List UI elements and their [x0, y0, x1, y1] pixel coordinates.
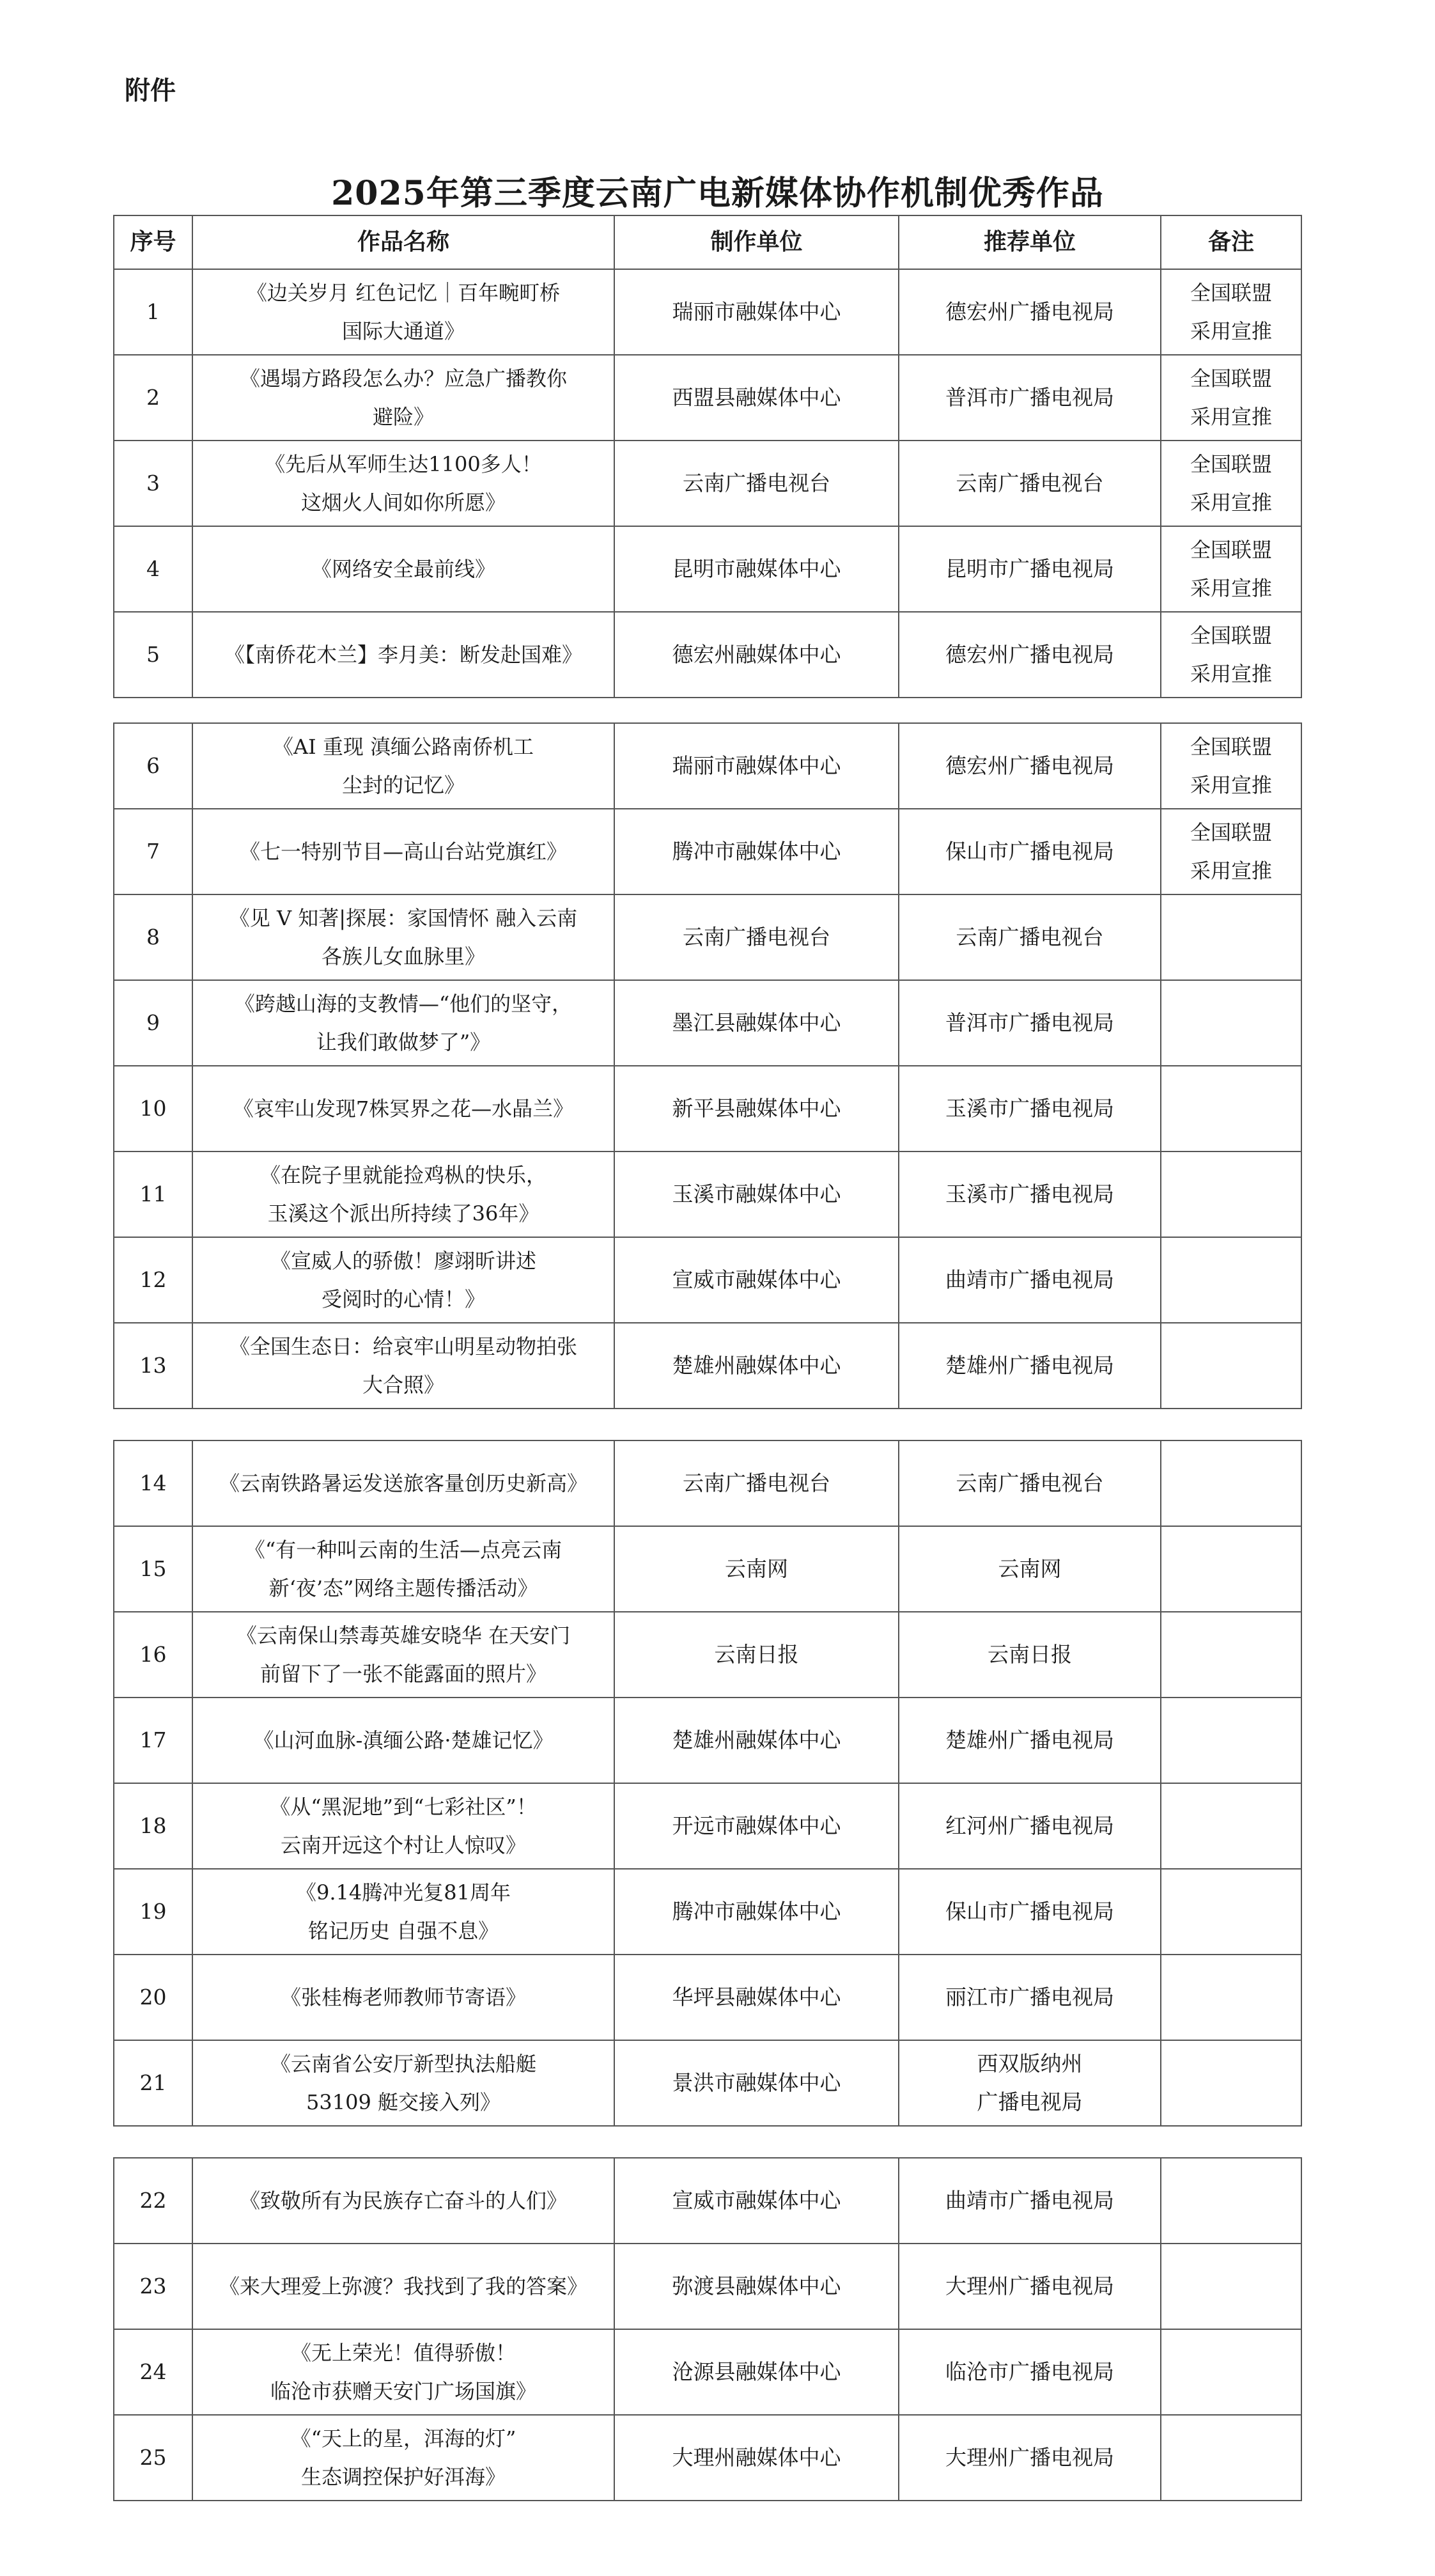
work-title-line: 《无上荣光！值得骄傲！ — [290, 2341, 516, 2365]
table-row — [114, 1440, 1301, 1526]
work-title-cell — [192, 269, 614, 355]
maker-line: 德宏州融媒体中心 — [672, 642, 841, 667]
maker-cell — [614, 1955, 899, 2040]
work-title-cell — [192, 1323, 614, 1409]
table-row — [114, 1698, 1301, 1783]
recommender-line: 普洱市广播电视局 — [945, 385, 1114, 410]
serial-number-cell: 6 — [114, 723, 192, 809]
work-title-cell — [192, 2158, 614, 2244]
maker-line: 大理州融媒体中心 — [672, 2445, 841, 2470]
maker-line: 玉溪市融媒体中心 — [672, 1182, 841, 1206]
work-title-line: 《网络安全最前线》 — [311, 557, 495, 581]
note-cell — [1161, 1698, 1301, 1783]
maker-cell — [614, 526, 899, 612]
recommender-cell — [899, 1698, 1161, 1783]
serial-number-cell: 11 — [114, 1151, 192, 1237]
table-row — [114, 1612, 1301, 1698]
recommender-cell — [899, 1440, 1161, 1526]
serial-number-cell: 14 — [114, 1440, 192, 1526]
note-cell — [1161, 980, 1301, 1066]
note-cell — [1161, 1323, 1301, 1409]
work-title-line: 新‘夜’态”网络主题传播活动》 — [268, 1576, 538, 1600]
maker-line: 宣威市融媒体中心 — [672, 2188, 841, 2213]
column-header: 制作单位 — [614, 215, 899, 269]
maker-cell — [614, 355, 899, 441]
recommender-line: 普洱市广播电视局 — [945, 1010, 1114, 1035]
maker-line: 云南日报 — [714, 1642, 799, 1667]
maker-line: 云南广播电视台 — [683, 471, 830, 496]
maker-line: 腾冲市融媒体中心 — [672, 839, 841, 864]
table-row — [114, 1955, 1301, 2040]
note-line: 采用宣推 — [1190, 405, 1272, 429]
document-title: 2025年第三季度云南广电新媒体协作机制优秀作品 — [331, 174, 1104, 213]
serial-number-cell: 20 — [114, 1955, 192, 2040]
recommender-line: 保山市广播电视局 — [945, 1899, 1114, 1924]
note-cell — [1161, 723, 1301, 809]
maker-cell — [614, 809, 899, 894]
recommender-line: 曲靖市广播电视局 — [945, 2188, 1114, 2213]
table-row — [114, 1323, 1301, 1409]
recommender-line: 德宏州广播电视局 — [945, 753, 1114, 778]
serial-number-cell: 4 — [114, 526, 192, 612]
maker-cell — [614, 1440, 899, 1526]
work-title-line: 临沧市获赠天安门广场国旗》 — [270, 2379, 536, 2403]
maker-cell — [614, 2040, 899, 2126]
maker-cell — [614, 1526, 899, 1612]
work-title-line: 《在院子里就能捡鸡枞的快乐， — [260, 1163, 547, 1187]
serial-number-cell: 3 — [114, 441, 192, 526]
note-cell — [1161, 1440, 1301, 1526]
recommender-line: 玉溪市广播电视局 — [945, 1182, 1114, 1206]
recommender-cell — [899, 269, 1161, 355]
works-table-segment — [113, 722, 1302, 1409]
work-title-line: 《致敬所有为民族存亡奋斗的人们》 — [239, 2189, 567, 2213]
work-title-cell — [192, 2415, 614, 2501]
maker-line: 沧源县融媒体中心 — [672, 2359, 841, 2384]
note-line: 采用宣推 — [1190, 662, 1272, 686]
table-row — [114, 1783, 1301, 1869]
work-title-line: 《【南侨花木兰】李月美：断发赴国难》 — [224, 643, 582, 667]
maker-cell — [614, 2415, 899, 2501]
note-cell — [1161, 1869, 1301, 1955]
recommender-line: 云南网 — [998, 1556, 1062, 1581]
table-row — [114, 2040, 1301, 2126]
works-table-segment — [113, 2157, 1302, 2501]
note-cell — [1161, 355, 1301, 441]
work-title-line: 53109 艇交接入列》 — [306, 2090, 500, 2114]
work-title-line: 国际大通道》 — [341, 319, 465, 343]
note-line: 全国联盟 — [1190, 452, 1272, 476]
work-title-cell — [192, 723, 614, 809]
recommender-line: 楚雄州广播电视局 — [945, 1353, 1114, 1378]
recommender-line: 丽江市广播电视局 — [945, 1985, 1114, 2010]
recommender-line: 昆明市广播电视局 — [945, 556, 1114, 581]
recommender-cell — [899, 1526, 1161, 1612]
work-title-cell — [192, 355, 614, 441]
note-line: 全国联盟 — [1190, 623, 1272, 648]
table-row — [114, 526, 1301, 612]
maker-cell — [614, 2158, 899, 2244]
maker-line: 云南广播电视台 — [683, 1471, 830, 1495]
maker-cell — [614, 1783, 899, 1869]
serial-number-cell: 17 — [114, 1698, 192, 1783]
maker-cell — [614, 1237, 899, 1323]
maker-line: 腾冲市融媒体中心 — [672, 1899, 841, 1924]
work-title-line: 受阅时的心情！》 — [321, 1287, 485, 1311]
recommender-cell — [899, 2244, 1161, 2329]
recommender-line: 云南广播电视台 — [956, 925, 1104, 949]
table-row — [114, 1237, 1301, 1323]
work-title-cell — [192, 1526, 614, 1612]
work-title-line: 让我们敢做梦了”》 — [316, 1030, 491, 1054]
work-title-line: 《边关岁月 红色记忆｜百年畹町桥 — [246, 281, 561, 305]
table-header-row — [114, 215, 1301, 269]
table-row — [114, 1526, 1301, 1612]
serial-number-cell: 1 — [114, 269, 192, 355]
recommender-cell — [899, 1066, 1161, 1151]
note-line: 采用宣推 — [1190, 490, 1272, 515]
maker-cell — [614, 1151, 899, 1237]
recommender-cell — [899, 980, 1161, 1066]
work-title-line: 《张桂梅老师教师节寄语》 — [280, 1985, 526, 2010]
table-row — [114, 2415, 1301, 2501]
attachment-label: 附件 — [125, 76, 176, 105]
work-title-line: 生态调控保护好洱海》 — [300, 2465, 506, 2489]
work-title-line: 大合照》 — [362, 1373, 444, 1397]
note-cell — [1161, 1526, 1301, 1612]
maker-line: 宣威市融媒体中心 — [672, 1267, 841, 1292]
works-table-segment — [113, 215, 1302, 698]
recommender-cell — [899, 355, 1161, 441]
work-title-cell — [192, 1698, 614, 1783]
recommender-cell — [899, 1955, 1161, 2040]
recommender-cell — [899, 2415, 1161, 2501]
column-header: 序号 — [114, 215, 192, 269]
note-cell — [1161, 612, 1301, 698]
note-cell — [1161, 269, 1301, 355]
work-title-line: 尘封的记忆》 — [341, 773, 465, 797]
serial-number-cell: 13 — [114, 1323, 192, 1409]
recommender-line: 德宏州广播电视局 — [945, 299, 1114, 324]
maker-cell — [614, 1323, 899, 1409]
note-cell — [1161, 1783, 1301, 1869]
work-title-cell — [192, 1440, 614, 1526]
work-title-line: 《9.14腾冲光复81周年 — [296, 1880, 511, 1905]
serial-number-cell: 25 — [114, 2415, 192, 2501]
table-row — [114, 355, 1301, 441]
recommender-line: 德宏州广播电视局 — [945, 642, 1114, 667]
work-title-cell — [192, 1612, 614, 1698]
work-title-line: 《云南铁路暑运发送旅客量创历史新高》 — [219, 1471, 587, 1495]
note-line: 采用宣推 — [1190, 859, 1272, 883]
maker-line: 开远市融媒体中心 — [672, 1813, 841, 1838]
table-row — [114, 980, 1301, 1066]
work-title-line: 《遇塌方路段怎么办？应急广播教你 — [239, 366, 567, 391]
note-cell — [1161, 1955, 1301, 2040]
recommender-line: 红河州广播电视局 — [945, 1813, 1114, 1838]
recommender-line: 大理州广播电视局 — [945, 2445, 1114, 2470]
recommender-line: 云南日报 — [988, 1642, 1072, 1667]
note-cell — [1161, 1151, 1301, 1237]
column-header: 备注 — [1161, 215, 1301, 269]
works-table-segment — [113, 1440, 1302, 2127]
note-line: 全国联盟 — [1190, 820, 1272, 845]
maker-line: 西盟县融媒体中心 — [672, 385, 841, 410]
maker-line: 楚雄州融媒体中心 — [672, 1728, 841, 1752]
note-cell — [1161, 526, 1301, 612]
work-title-line: 这烟火人间如你所愿》 — [300, 490, 506, 515]
maker-cell — [614, 441, 899, 526]
work-title-line: 《见 V 知著|探展：家国情怀 融入云南 — [229, 906, 578, 930]
serial-number-cell: 18 — [114, 1783, 192, 1869]
maker-line: 云南广播电视台 — [683, 925, 830, 949]
work-title-cell — [192, 612, 614, 698]
work-title-cell — [192, 1869, 614, 1955]
work-title-cell — [192, 2040, 614, 2126]
maker-cell — [614, 723, 899, 809]
recommender-line: 大理州广播电视局 — [945, 2274, 1114, 2299]
serial-number-cell: 22 — [114, 2158, 192, 2244]
note-line: 全国联盟 — [1190, 735, 1272, 759]
recommender-line: 云南广播电视台 — [956, 1471, 1104, 1495]
maker-line: 弥渡县融媒体中心 — [672, 2274, 841, 2299]
table-row — [114, 2158, 1301, 2244]
work-title-line: 玉溪这个派出所持续了36年》 — [267, 1201, 539, 1226]
recommender-cell — [899, 1783, 1161, 1869]
note-cell — [1161, 2158, 1301, 2244]
maker-cell — [614, 612, 899, 698]
serial-number-cell: 9 — [114, 980, 192, 1066]
note-cell — [1161, 2244, 1301, 2329]
table-row — [114, 269, 1301, 355]
note-line: 全国联盟 — [1190, 366, 1272, 391]
maker-line: 楚雄州融媒体中心 — [672, 1353, 841, 1378]
recommender-cell — [899, 1869, 1161, 1955]
note-cell — [1161, 2329, 1301, 2415]
serial-number-cell: 24 — [114, 2329, 192, 2415]
maker-cell — [614, 1698, 899, 1783]
note-cell — [1161, 1612, 1301, 1698]
work-title-line: 《哀牢山发现7株冥界之花—水晶兰》 — [233, 1097, 574, 1121]
work-title-cell — [192, 980, 614, 1066]
recommender-cell — [899, 1237, 1161, 1323]
maker-line: 景洪市融媒体中心 — [672, 2070, 841, 2095]
work-title-cell — [192, 1783, 614, 1869]
work-title-line: 《云南保山禁毒英雄安晓华 在天安门 — [236, 1623, 571, 1648]
maker-cell — [614, 894, 899, 980]
recommender-line: 保山市广播电视局 — [945, 839, 1114, 864]
recommender-cell — [899, 809, 1161, 894]
work-title-line: 《山河血脉-滇缅公路·楚雄记忆》 — [253, 1728, 554, 1752]
note-line: 采用宣推 — [1190, 319, 1272, 343]
maker-cell — [614, 1066, 899, 1151]
work-title-line: 前留下了一张不能露面的照片》 — [260, 1662, 547, 1686]
serial-number-cell: 19 — [114, 1869, 192, 1955]
serial-number-cell: 7 — [114, 809, 192, 894]
work-title-line: 《“有一种叫云南的生活—点亮云南 — [244, 1538, 562, 1562]
recommender-line: 曲靖市广播电视局 — [945, 1267, 1114, 1292]
recommender-cell — [899, 1612, 1161, 1698]
work-title-cell — [192, 1066, 614, 1151]
work-title-line: 《全国生态日：给哀牢山明星动物拍张 — [229, 1334, 577, 1359]
table-row — [114, 612, 1301, 698]
work-title-line: 《先后从军师生达1100多人！ — [265, 452, 542, 476]
recommender-cell — [899, 612, 1161, 698]
serial-number-cell: 10 — [114, 1066, 192, 1151]
note-line: 采用宣推 — [1190, 773, 1272, 797]
serial-number-cell: 23 — [114, 2244, 192, 2329]
column-header: 推荐单位 — [899, 215, 1161, 269]
serial-number-cell: 12 — [114, 1237, 192, 1323]
work-title-line: 各族儿女血脉里》 — [321, 944, 485, 969]
work-title-cell — [192, 809, 614, 894]
work-title-cell — [192, 894, 614, 980]
work-title-line: 《“天上的星，洱海的灯” — [290, 2426, 516, 2451]
recommender-line: 临沧市广播电视局 — [945, 2359, 1114, 2384]
recommender-line: 玉溪市广播电视局 — [945, 1096, 1114, 1121]
maker-line: 华坪县融媒体中心 — [672, 1985, 841, 2010]
recommender-cell — [899, 1323, 1161, 1409]
work-title-cell — [192, 1955, 614, 2040]
maker-cell — [614, 1869, 899, 1955]
note-line: 全国联盟 — [1190, 538, 1272, 562]
work-title-line: 《来大理爱上弥渡？我找到了我的答案》 — [219, 2274, 587, 2299]
work-title-cell — [192, 2329, 614, 2415]
recommender-cell — [899, 1151, 1161, 1237]
recommender-line: 云南广播电视台 — [956, 471, 1104, 496]
work-title-line: 《七一特别节目—高山台站党旗红》 — [239, 839, 567, 864]
note-cell — [1161, 1066, 1301, 1151]
work-title-line: 《跨越山海的支教情—“他们的坚守， — [234, 992, 573, 1016]
recommender-cell — [899, 2329, 1161, 2415]
recommender-line: 楚雄州广播电视局 — [945, 1728, 1114, 1752]
recommender-line: 广播电视局 — [977, 2089, 1083, 2114]
table-row — [114, 2244, 1301, 2329]
work-title-cell — [192, 1151, 614, 1237]
maker-line: 新平县融媒体中心 — [672, 1096, 841, 1121]
maker-line: 瑞丽市融媒体中心 — [672, 299, 841, 324]
recommender-cell — [899, 441, 1161, 526]
serial-number-cell: 21 — [114, 2040, 192, 2126]
work-title-line: 《宣威人的骄傲！廖翊昕讲述 — [270, 1249, 536, 1273]
note-line: 采用宣推 — [1190, 576, 1272, 600]
work-title-line: 避险》 — [372, 405, 434, 429]
serial-number-cell: 8 — [114, 894, 192, 980]
maker-cell — [614, 2244, 899, 2329]
work-title-line: 《云南省公安厅新型执法船艇 — [270, 2052, 536, 2076]
work-title-line: 《AI 重现 滇缅公路南侨机工 — [272, 735, 534, 759]
note-cell — [1161, 809, 1301, 894]
work-title-cell — [192, 1237, 614, 1323]
maker-cell — [614, 269, 899, 355]
serial-number-cell: 16 — [114, 1612, 192, 1698]
work-title-line: 铭记历史 自强不息》 — [307, 1919, 499, 1943]
note-cell — [1161, 441, 1301, 526]
table-row — [114, 1869, 1301, 1955]
table-row — [114, 441, 1301, 526]
maker-line: 瑞丽市融媒体中心 — [672, 753, 841, 778]
table-row — [114, 723, 1301, 809]
recommender-cell — [899, 526, 1161, 612]
serial-number-cell: 15 — [114, 1526, 192, 1612]
recommender-cell — [899, 2040, 1161, 2126]
table-row — [114, 809, 1301, 894]
recommender-cell — [899, 894, 1161, 980]
serial-number-cell: 2 — [114, 355, 192, 441]
work-title-line: 《从“黑泥地”到“七彩社区”！ — [270, 1795, 537, 1819]
note-cell — [1161, 1237, 1301, 1323]
work-title-cell — [192, 441, 614, 526]
maker-cell — [614, 1612, 899, 1698]
recommender-cell — [899, 723, 1161, 809]
note-line: 全国联盟 — [1190, 281, 1272, 305]
table-row — [114, 2329, 1301, 2415]
recommender-line: 西双版纳州 — [977, 2051, 1083, 2076]
maker-line: 云南网 — [725, 1556, 788, 1581]
serial-number-cell: 5 — [114, 612, 192, 698]
column-header: 作品名称 — [192, 215, 614, 269]
maker-cell — [614, 2329, 899, 2415]
work-title-cell — [192, 2244, 614, 2329]
table-row — [114, 894, 1301, 980]
maker-cell — [614, 980, 899, 1066]
recommender-cell — [899, 2158, 1161, 2244]
note-cell — [1161, 2040, 1301, 2126]
table-row — [114, 1066, 1301, 1151]
work-title-cell — [192, 526, 614, 612]
work-title-line: 云南开远这个村让人惊叹》 — [280, 1833, 526, 1857]
maker-line: 墨江县融媒体中心 — [672, 1010, 841, 1035]
note-cell — [1161, 894, 1301, 980]
maker-line: 昆明市融媒体中心 — [672, 556, 841, 581]
table-row — [114, 1151, 1301, 1237]
note-cell — [1161, 2415, 1301, 2501]
